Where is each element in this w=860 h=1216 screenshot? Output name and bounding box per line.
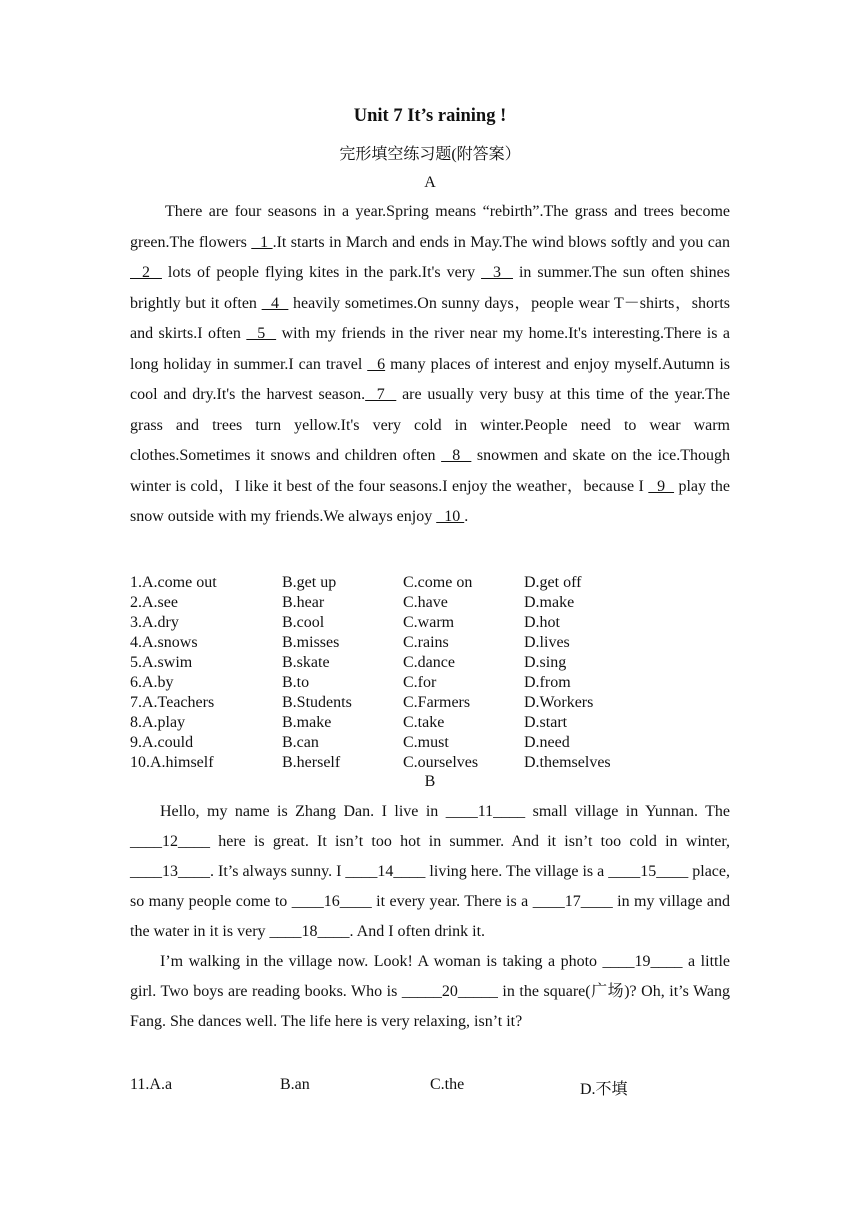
blank-8: 8 (441, 447, 472, 464)
option-d: D.lives (524, 634, 570, 651)
option-a: 9.A.could (130, 734, 194, 751)
passage-text: many places of interest and enjoy myself.Autumn is cool and dry.It's the harvest season. (130, 355, 730, 403)
passage-text: There are four seasons in a year.Spring means “rebirth”.The grass and trees become green.The flowers (130, 203, 730, 251)
option-c: C.Farmers (403, 694, 471, 711)
passage-b-paragraph-2: I’m walking in the village now. Look! A woman is taking a photo ____19____ a little girl. Two boys are reading books. Who is _____20_____ in the square(广场)? Oh, it’s Wang Fang. She dances well. The life here is very relaxing, isn’t it? (130, 953, 730, 1030)
passage-text: play the snow outside with my friends.We always enjoy (130, 477, 731, 525)
document-title: Unit 7 It’s raining ! (353, 106, 507, 126)
option-row-4 (130, 633, 730, 653)
option-row-7 (130, 693, 730, 713)
option-d: D.themselves (524, 754, 611, 771)
option-d: D.start (524, 714, 568, 731)
option-b: B.hear (282, 594, 325, 611)
passage-a-paragraph (130, 197, 730, 533)
option-b: B.herself (282, 754, 341, 771)
options-b-row-11 (130, 1076, 730, 1099)
option-b: B.make (282, 714, 332, 731)
options-a (130, 573, 730, 773)
blank-2: 2 (130, 264, 162, 281)
passage-text: with my friends in the river near my home.It's interesting.There is a long holiday in summer.I can travel (130, 325, 731, 373)
option-c: C.warm (403, 614, 455, 631)
blank-6: 6 (367, 355, 386, 373)
option-c: C.must (403, 734, 449, 751)
section-b-heading: B (424, 773, 436, 790)
option-row-1 (130, 573, 730, 593)
option-b: B.to (282, 674, 310, 691)
option-row-8 (130, 713, 730, 733)
option-row-2 (130, 593, 730, 613)
passage-text: lots of people flying kites in the park.It's very (161, 264, 482, 281)
option-d: D.sing (524, 654, 567, 671)
blank-7: 7 (365, 386, 397, 403)
option-b: B.can (282, 734, 319, 751)
passage-text: in summer.The sun often shines brightly but it often (130, 264, 730, 312)
option-a: 3.A.dry (130, 614, 179, 631)
passage-text: .It starts in March and ends in May.The wind blows softly and you can (272, 233, 731, 251)
option-c: C.take (403, 714, 445, 731)
option-a: 1.A.come out (130, 574, 217, 591)
option-d: D.不填 (580, 1081, 628, 1098)
option-b: B.Students (282, 694, 352, 711)
option-c: C.ourselves (403, 754, 479, 771)
section-a-heading: A (424, 174, 436, 191)
option-a: 11.A.a (130, 1076, 173, 1093)
passage-a (130, 197, 730, 533)
option-b: B.misses (282, 634, 340, 651)
option-a: 7.A.Teachers (130, 694, 215, 711)
option-c: C.rains (403, 634, 449, 651)
option-d: D.get off (524, 574, 582, 591)
option-b: B.an (280, 1076, 310, 1093)
option-a: 6.A.by (130, 674, 174, 691)
option-d: D.need (524, 734, 570, 751)
option-a: 2.A.see (130, 594, 178, 611)
option-c: C.have (403, 594, 448, 611)
option-row-10 (130, 753, 730, 773)
option-d: D.make (524, 594, 575, 611)
passage-text: snowmen and skate on the ice.Though winter is cold，I like it best of the four seasons.I enjoy the weather，because I (130, 447, 731, 495)
option-c: C.come on (403, 574, 473, 591)
option-a: 5.A.swim (130, 654, 193, 671)
option-c: C.for (403, 674, 437, 691)
option-d: D.Workers (524, 694, 594, 711)
blank-3: 3 (481, 264, 513, 281)
option-a: 4.A.snows (130, 634, 198, 651)
blank-5: 5 (246, 325, 277, 342)
option-d: D.hot (524, 614, 560, 631)
option-a: 10.A.himself (130, 754, 214, 771)
passage-text: are usually very busy at this time of the year.The grass and trees turn yellow.It's very cold in winter.People need to wear warm clothes.Sometimes it snows and children often (130, 386, 731, 464)
passage-text: . (464, 508, 469, 525)
option-d: D.from (524, 674, 571, 691)
blank-10: 10 (436, 508, 465, 525)
passage-b (130, 797, 730, 1037)
option-b: B.skate (282, 654, 330, 671)
option-c: C.the (430, 1076, 465, 1093)
document-subtitle: 完形填空练习题(附答案） (339, 146, 521, 163)
option-b: B.cool (282, 614, 325, 631)
option-row-9 (130, 733, 730, 753)
option-row-6 (130, 673, 730, 693)
option-b: B.get up (282, 574, 337, 591)
option-a: 8.A.play (130, 714, 186, 731)
option-c: C.dance (403, 654, 455, 671)
blank-4: 4 (261, 294, 289, 312)
passage-text: heavily sometimes.On sunny days，people wear T－shirts，shorts and skirts.I often (130, 294, 730, 342)
blank-9: 9 (648, 477, 675, 495)
passage-b-paragraph-1: Hello, my name is Zhang Dan. I live in ____11____ small village in Yunnan. The ____12____ here is great. It isn’t too hot in summer. And it isn’t too cold in winter, ____13____. It’s always sunny. I ____14____ living here. The village is a ____15____ place, so many people come to ____16____ it every year. There is a ____17____ in my village and the water in it is very ____18____. And I often drink it. (130, 803, 730, 940)
blank-1: 1 (251, 233, 273, 251)
option-row-5 (130, 653, 730, 673)
option-row-3 (130, 613, 730, 633)
